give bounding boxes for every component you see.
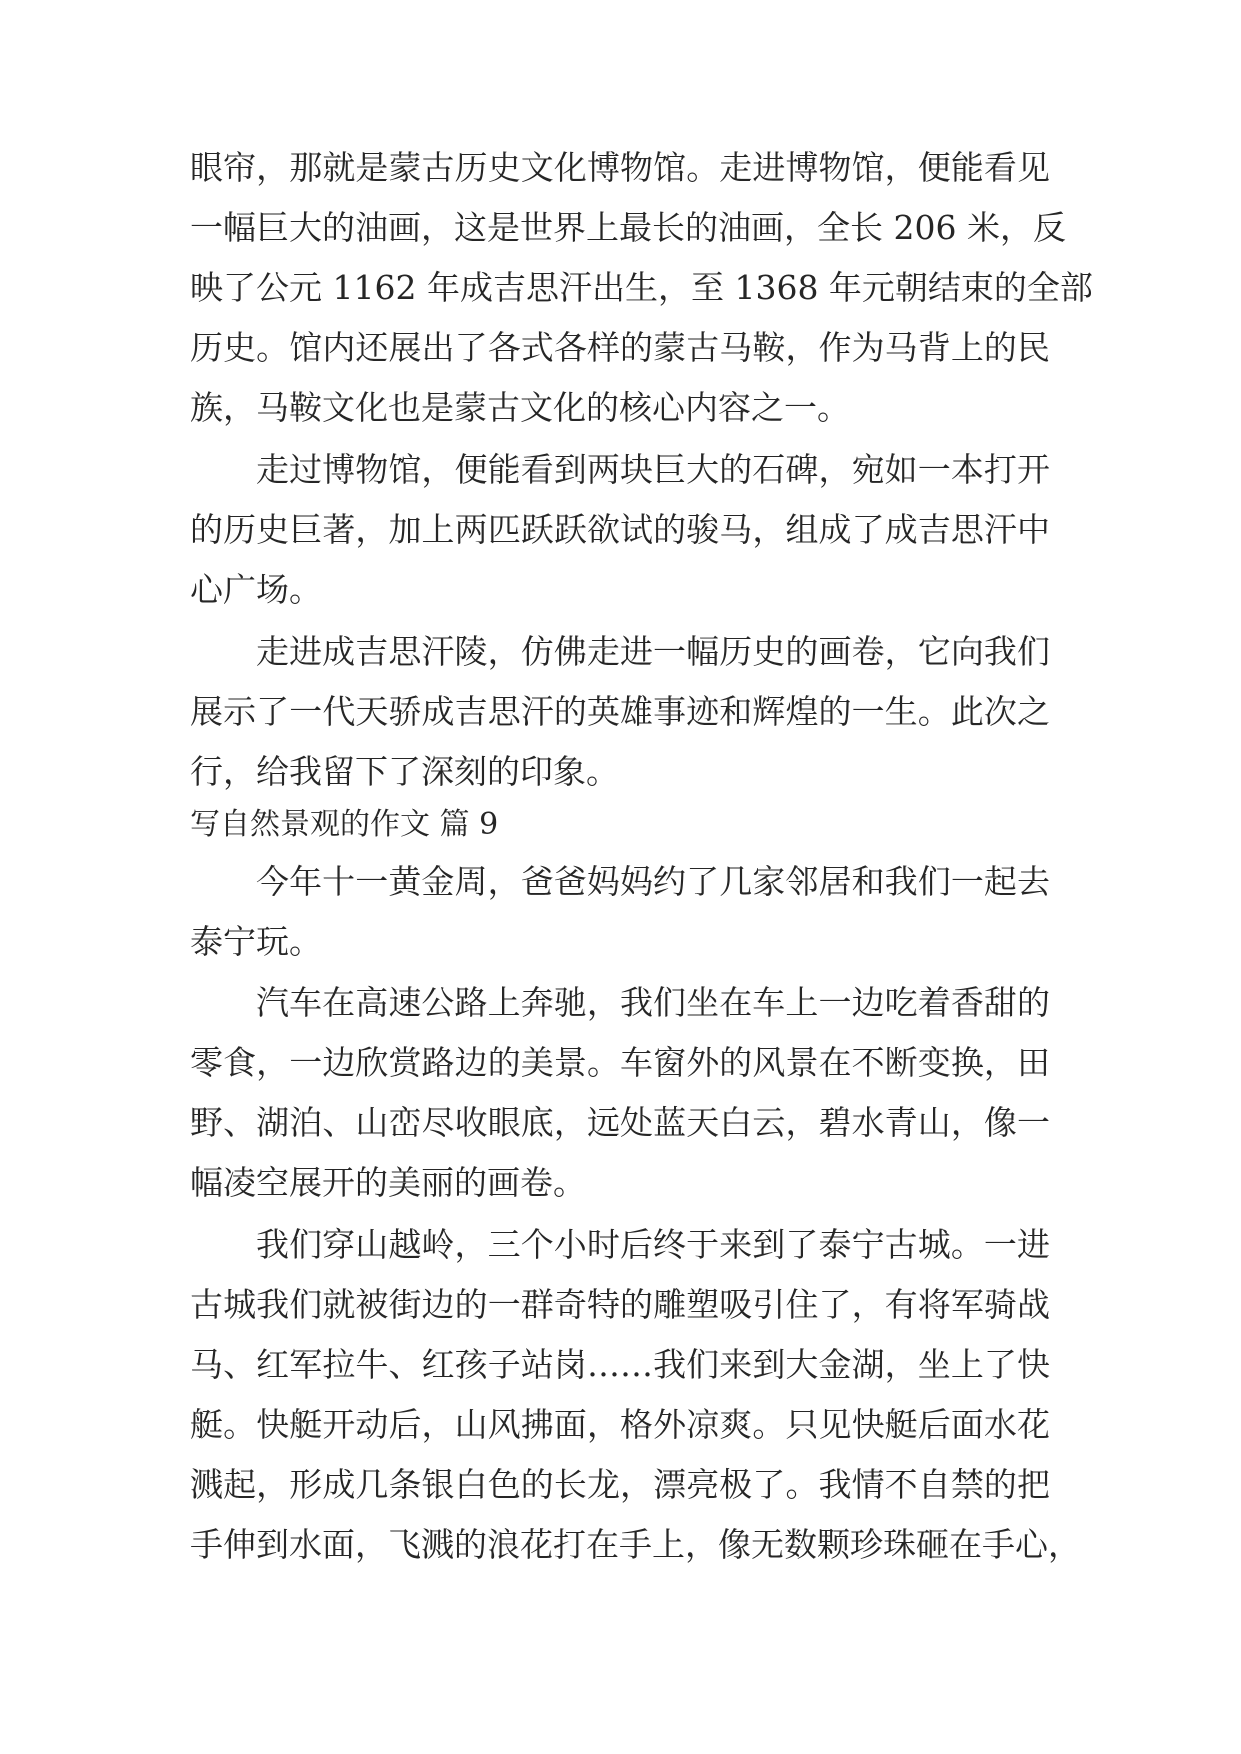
paragraph-line: 幅凌空展开的美丽的画卷。: [190, 1163, 586, 1202]
paragraph-line: 汽车在高速公路上奔驰，我们坐在车上一边吃着香甜的: [256, 983, 1050, 1022]
section-heading: 写自然景观的作文 篇 9: [190, 807, 499, 842]
paragraph-line: 古城我们就被街边的一群奇特的雕塑吸引住了，有将军骑战: [190, 1285, 1050, 1324]
paragraph-line: 走进成吉思汗陵，仿佛走进一幅历史的画卷，它向我们: [256, 632, 1050, 671]
paragraph-line: 的历史巨著，加上两匹跃跃欲试的骏马，组成了成吉思汗中: [190, 510, 1050, 549]
paragraph-line: 一幅巨大的油画，这是世界上最长的油画，全长 206 米，反: [190, 208, 1066, 247]
paragraph-line: 马、红军拉牛、红孩子站岗……我们来到大金湖，坐上了快: [190, 1345, 1050, 1384]
paragraph-line: 行，给我留下了深刻的印象。: [190, 752, 619, 791]
paragraph-line: 历史。馆内还展出了各式各样的蒙古马鞍，作为马背上的民: [190, 328, 1050, 367]
paragraph-line: 族，马鞍文化也是蒙古文化的核心内容之一。: [190, 388, 850, 427]
paragraph-line: 艇。快艇开动后，山风拂面，格外凉爽。只见快艇后面水花: [190, 1405, 1050, 1444]
paragraph-line: 今年十一黄金周，爸爸妈妈约了几家邻居和我们一起去: [256, 862, 1050, 901]
paragraph-line: 走过博物馆，便能看到两块巨大的石碑，宛如一本打开: [256, 450, 1050, 489]
paragraph-line: 映了公元 1162 年成吉思汗出生，至 1368 年元朝结束的全部: [190, 268, 1093, 307]
paragraph-line: 眼帘，那就是蒙古历史文化博物馆。走进博物馆，便能看见: [190, 148, 1050, 187]
paragraph-line: 野、湖泊、山峦尽收眼底，远处蓝天白云，碧水青山，像一: [190, 1103, 1050, 1142]
paragraph-line: 展示了一代天骄成吉思汗的英雄事迹和辉煌的一生。此次之: [190, 692, 1050, 731]
paragraph-line: 零食，一边欣赏路边的美景。车窗外的风景在不断变换，田: [190, 1043, 1050, 1082]
paragraph-line: 溅起，形成几条银白色的长龙，漂亮极了。我情不自禁的把: [190, 1465, 1050, 1504]
paragraph-line: 心广场。: [190, 570, 322, 609]
paragraph-line: 我们穿山越岭，三个小时后终于来到了泰宁古城。一进: [256, 1225, 1050, 1264]
paragraph-line: 手伸到水面，飞溅的浪花打在手上，像无数颗珍珠砸在手心，: [190, 1525, 1081, 1564]
paragraph-line: 泰宁玩。: [190, 922, 322, 961]
